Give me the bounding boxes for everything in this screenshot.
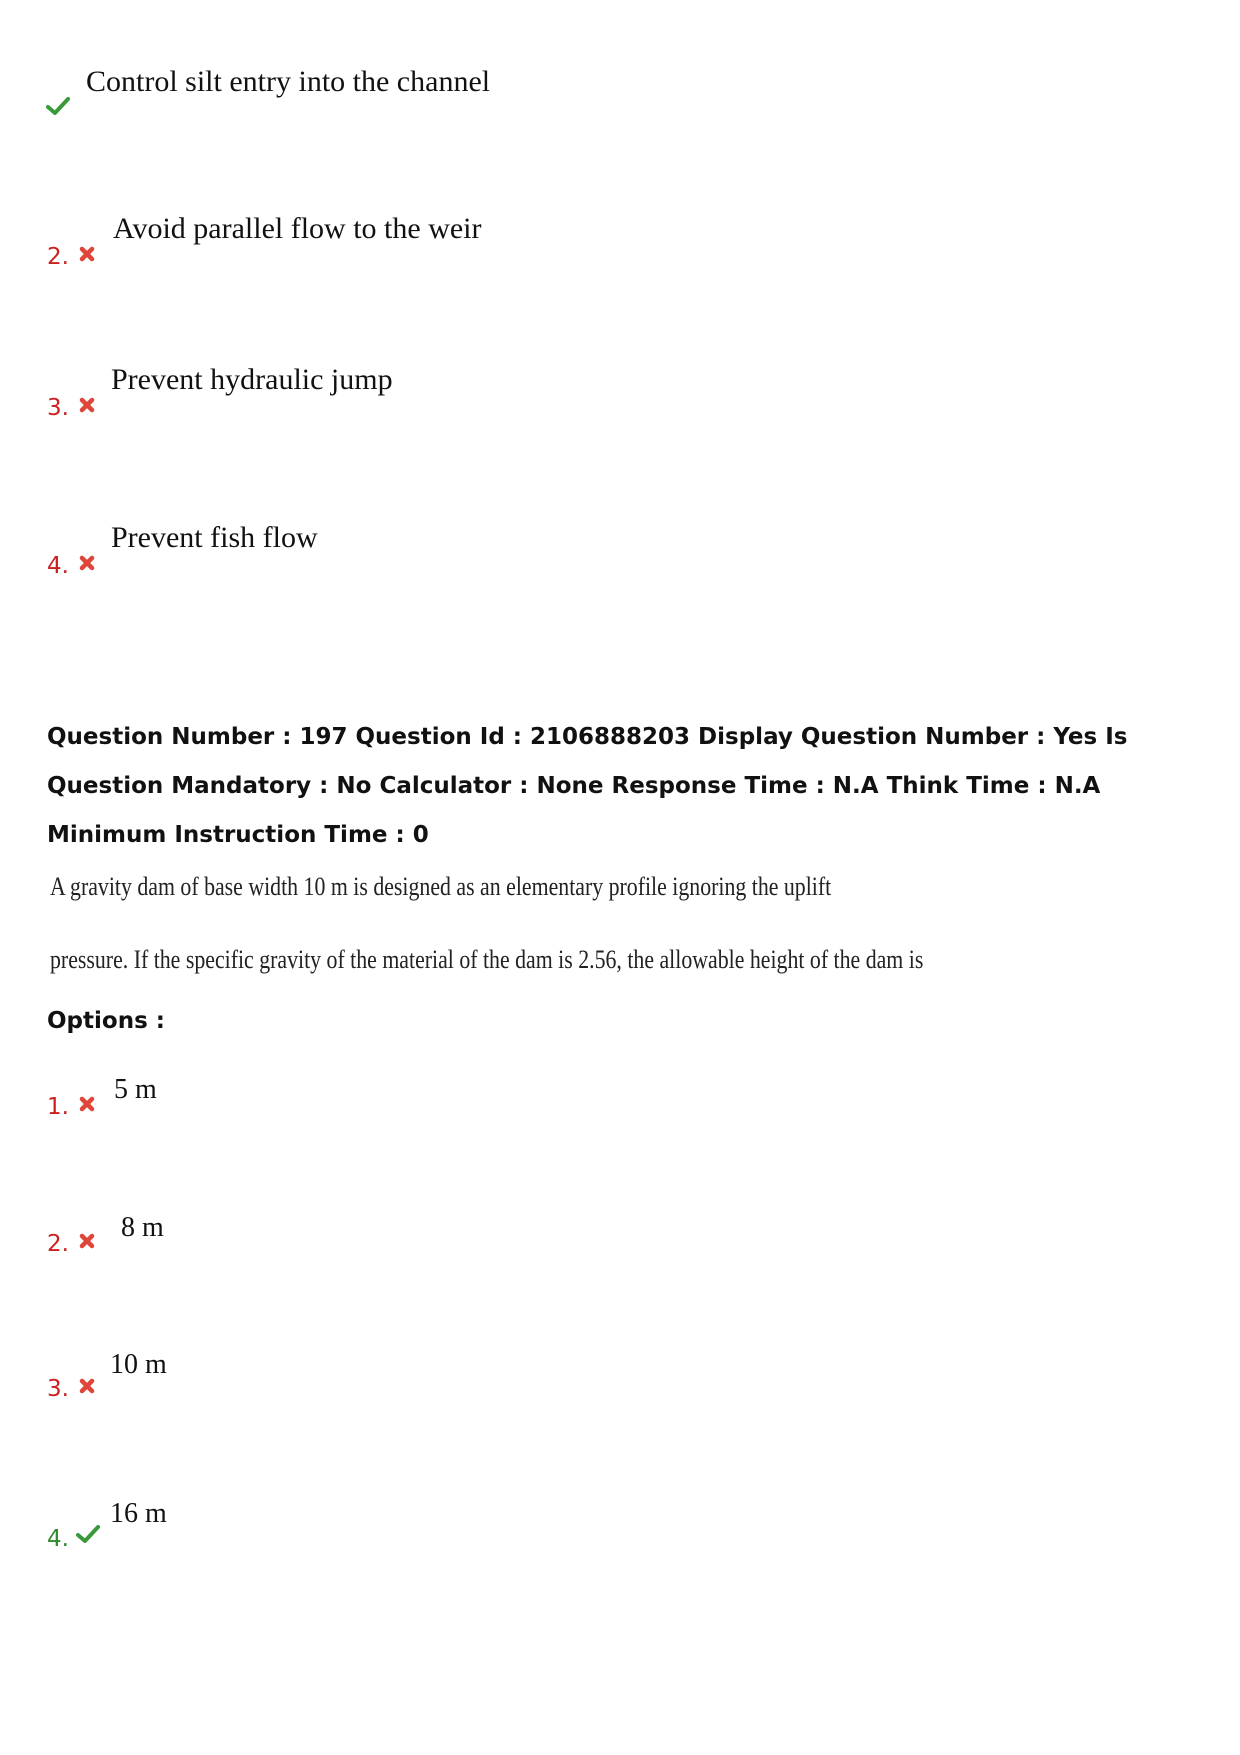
question-text-line-2: pressure. If the specific gravity of the material of the dam is 2.56, the allowable height of the dam is bbox=[50, 945, 924, 974]
options-heading: Options : bbox=[47, 1008, 165, 1034]
check-icon bbox=[46, 96, 70, 116]
cross-icon bbox=[78, 1095, 96, 1113]
check-icon bbox=[76, 1524, 100, 1544]
option-number: 2. bbox=[47, 244, 69, 270]
option-text: Prevent hydraulic jump bbox=[111, 363, 393, 396]
option-text: Prevent fish flow bbox=[111, 521, 318, 554]
option-text: Avoid parallel flow to the weir bbox=[113, 212, 482, 245]
cross-icon bbox=[78, 1232, 96, 1250]
option-text: 16 m bbox=[110, 1498, 167, 1529]
cross-icon bbox=[78, 554, 96, 572]
option-number: 3. bbox=[47, 395, 69, 421]
question-meta: Question Number : 197 Question Id : 2106888203 Display Question Number : Yes Is Question Mandatory : No Calculator : None Response Time : N.A Think Time : N.A Minimum Instruction Time : 0 bbox=[47, 724, 1128, 848]
option-number: 2. bbox=[47, 1231, 69, 1257]
option-number: 3. bbox=[47, 1376, 69, 1402]
option-number: 4. bbox=[47, 1526, 69, 1552]
cross-icon bbox=[78, 245, 96, 263]
option-text: 8 m bbox=[121, 1212, 164, 1243]
question-text-line-1: A gravity dam of base width 10 m is designed as an elementary profile ignoring the uplift bbox=[50, 872, 832, 901]
option-text: 10 m bbox=[110, 1349, 167, 1380]
option-number: 4. bbox=[47, 553, 69, 579]
option-text: 5 m bbox=[114, 1074, 157, 1105]
cross-icon bbox=[78, 396, 96, 414]
option-number: 1. bbox=[47, 1094, 69, 1120]
option-text: Control silt entry into the channel bbox=[86, 65, 491, 98]
cross-icon bbox=[78, 1377, 96, 1395]
